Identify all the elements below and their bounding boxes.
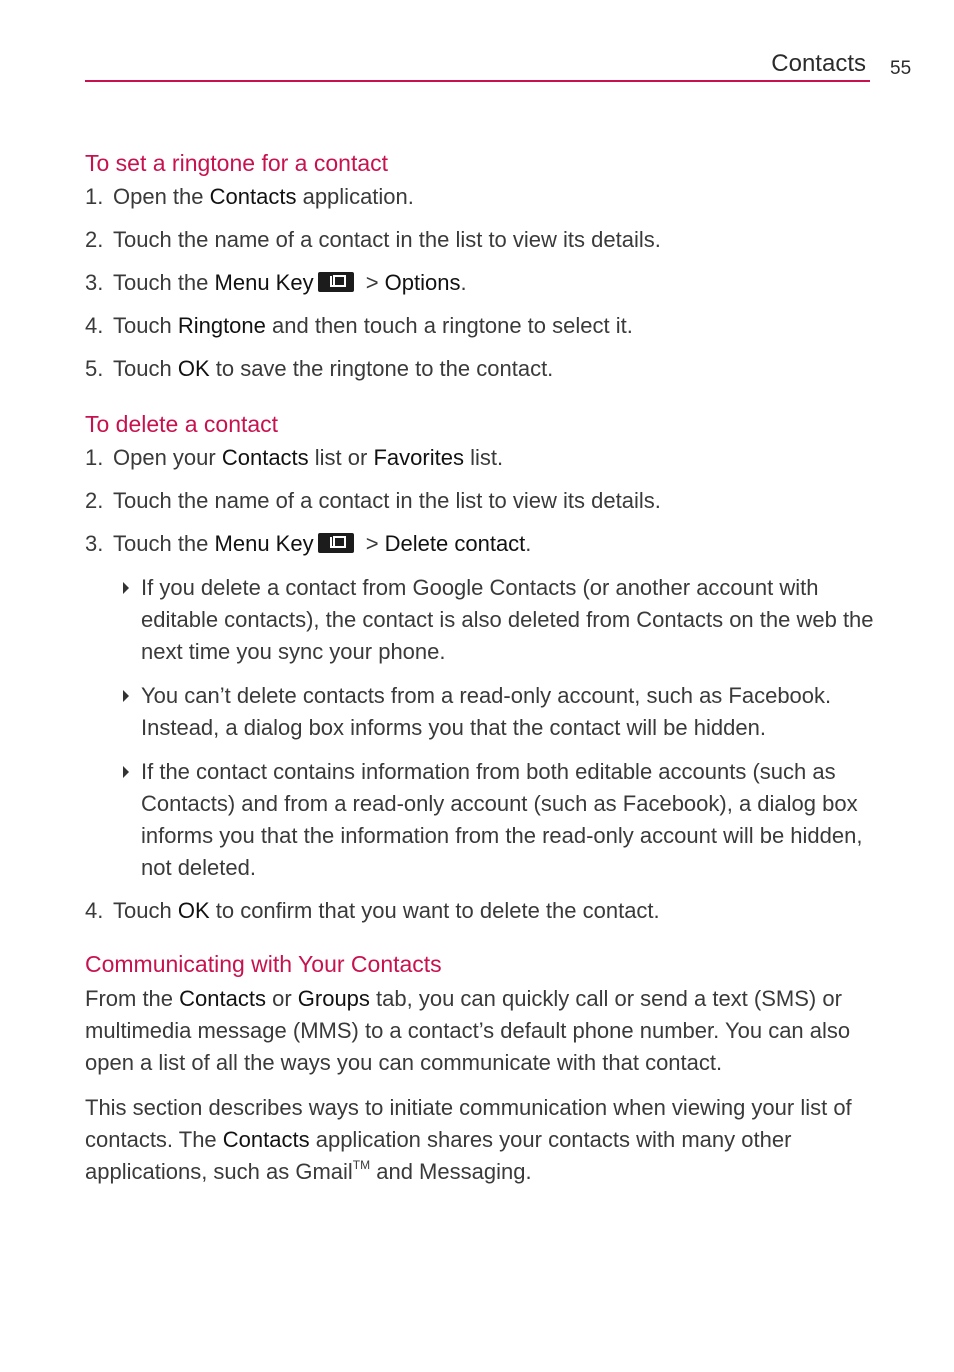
step-number: 2. (85, 488, 104, 513)
page-content (85, 148, 875, 1201)
step-number: 1. (85, 445, 104, 470)
step-number: 3. (85, 270, 104, 295)
header-title: Contacts (771, 50, 866, 77)
menu-key-icon (318, 272, 354, 292)
list-item (85, 572, 875, 668)
step-number: 4. (85, 898, 104, 923)
trademark-superscript: TM (352, 1158, 371, 1172)
list-item (85, 443, 875, 473)
list-item (85, 680, 875, 744)
step-number: 5. (85, 356, 104, 381)
step-number: 2. (85, 227, 104, 252)
note-text: You can’t delete contacts from a read-only account, such as Facebook. Instead, a dialog box informs you that the contact will be hidden. (141, 683, 832, 740)
step-text: Touch the name of a contact in the list to view its details. (113, 227, 661, 252)
list-item (85, 311, 875, 341)
list-item (85, 225, 875, 255)
list-item (85, 529, 875, 559)
page-number: 55 (890, 58, 912, 79)
header-rule (85, 80, 870, 82)
section-title-ringtone: To set a ringtone for a contact (85, 150, 389, 176)
step-number: 3. (85, 531, 104, 556)
list-item (85, 268, 875, 298)
step-text: Touch Ringtone and then touch a ringtone to select it. (113, 313, 633, 338)
paragraph: This section describes ways to initiate communication when viewing your list of contacts. The Contacts application shares your contacts with many other applications, such as Gmail™ and Messaging. (85, 1095, 852, 1184)
step-text: Touch the Menu Key > Options. (113, 270, 467, 295)
delete-steps (85, 443, 875, 559)
delete-steps-final (85, 896, 875, 926)
step-text: Touch OK to confirm that you want to delete the contact. (113, 898, 660, 923)
list-item (85, 354, 875, 384)
note-text: If the contact contains information from both editable accounts (such as Contacts) and from a read-only account (such as Facebook), a dialog box informs you that the information from the read-only account will be hidden, not deleted. (141, 759, 863, 880)
step-text: Touch the Menu Key > Delete contact. (113, 531, 532, 556)
list-item (85, 896, 875, 926)
step-number: 4. (85, 313, 104, 338)
step-text: Open your Contacts list or Favorites list. (113, 445, 504, 470)
step-text: Open the Contacts application. (113, 184, 414, 209)
note-text: If you delete a contact from Google Contacts (or another account with editable contacts), the contact is also deleted from Contacts on the web the next time you sync your phone. (141, 575, 874, 664)
ringtone-steps (85, 182, 875, 384)
step-number: 1. (85, 184, 104, 209)
section-title-delete: To delete a contact (85, 411, 279, 437)
list-item (85, 486, 875, 516)
menu-key-icon (318, 533, 354, 553)
triangle-bullet-icon (122, 680, 141, 744)
triangle-bullet-icon (122, 572, 141, 668)
paragraph: From the Contacts or Groups tab, you can quickly call or send a text (SMS) or multimedia message (MMS) to a contact’s default phone number. You can also open a list of all the ways you can communicate with that contact. (85, 986, 851, 1075)
section-title-communicating: Communicating with Your Contacts (85, 951, 442, 977)
step-text: Touch OK to save the ringtone to the contact. (113, 356, 554, 381)
list-item (85, 756, 875, 884)
list-item (85, 182, 875, 212)
triangle-bullet-icon (122, 756, 141, 884)
delete-notes (85, 572, 875, 884)
step-text: Touch the name of a contact in the list to view its details. (113, 488, 661, 513)
